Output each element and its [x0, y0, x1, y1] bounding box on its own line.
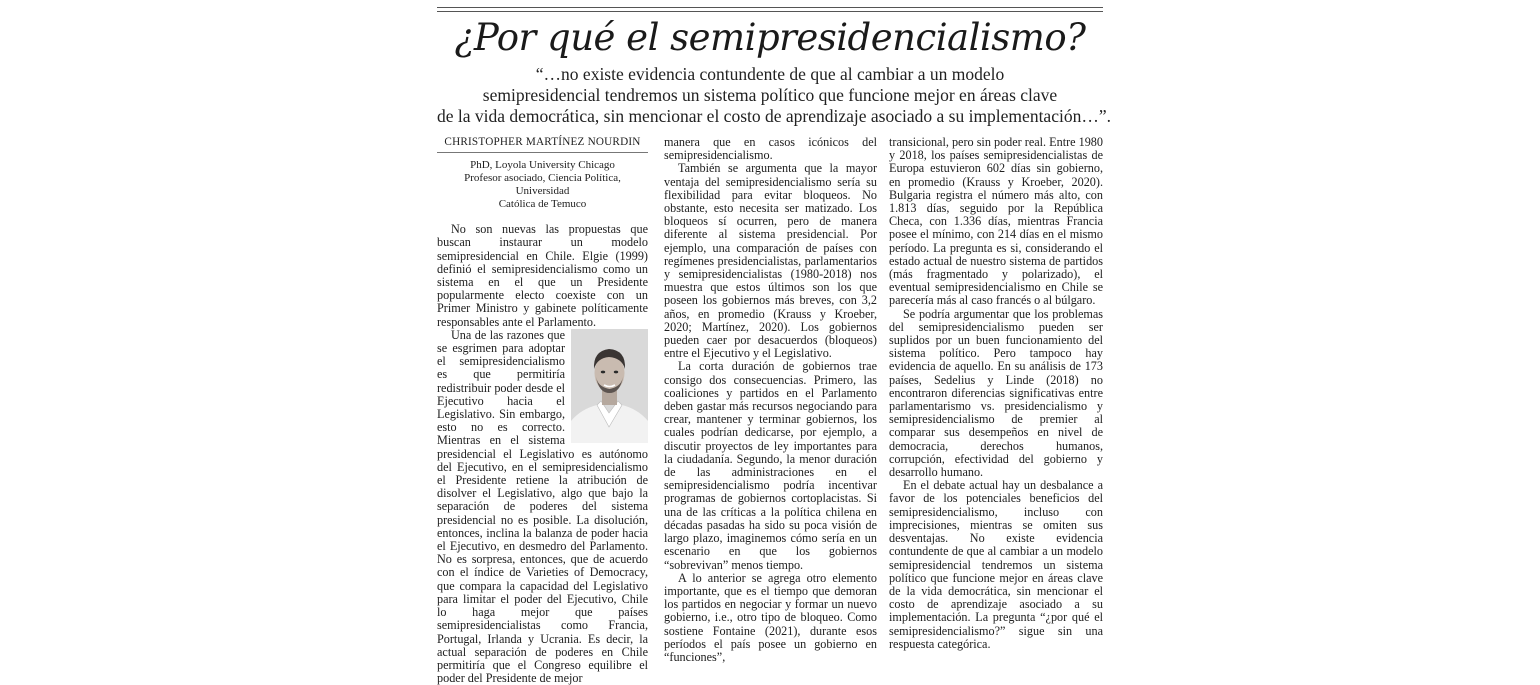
author-portrait-image — [571, 329, 648, 443]
article-paragraph: A lo anterior se agrega otro elemento importante, que es el tiempo que demoran los partidos en negociar y formar un nuevo gobierno, i.e., otro tipo de bloqueo. Como sostiene Fontaine (2021), durante esos períodos el país posee un gobierno en “funciones”, — [664, 570, 877, 664]
article-paragraph: En el debate actual hay un desbalance a favor de los potenciales beneficios del semipresidencialismo, incluso con imprecisiones, mientras se omiten sus desventajas. No existe evidencia contundente de que al cambiar a un modelo semipresidencial tendremos un sistema político que funcione mejor en áreas clave de la vida democrática, sin mencionar el costo de aprendizaje asociado a su implementación. La pregunta “¿por qué el semipresidencialismo?” sigue sin una respuesta categórica. — [889, 478, 1103, 651]
newspaper-page — [437, 0, 1111, 685]
pull-quote-line: semipresidencial tendremos un sistema político que funcione mejor en áreas clave — [482, 85, 1058, 105]
pull-quote-line: “…no existe evidencia contundente de que al cambiar a un modelo — [535, 64, 1005, 84]
article-paragraph: Una de las razones que se esgrimen para adoptar el semipresidencialismo es que permitiría redistribuir poder desde el Ejecutivo hacia el Legislativo. Sin embargo, esto no es correcto. Mientras en el sistema presidencial el Legislativo es autónomo del Ejecutivo, en el semipresidencialismo el Presidente retiene la atribución de disolver el Legislativo, algo que bajo la separación de poderes del sistema presidencial no es posible. La disolución, entonces, inclina la balanza de poder hacia el Ejecutivo, en desmedro del Parlamento. No es sorpresa, entonces, que de acuerdo con el índice de Varieties of Democracy, que compara la capacidad del Legislativo para limitar el poder del Ejecutivo, Chile lo haga mejor que países semipresidencialistas como Francia, Portugal, Irlanda y Ucrania. Es decir, la actual separación de poderes en Chile permitiría que el Congreso equilibre el poder del Presidente de mejor — [437, 327, 648, 685]
author-position: Profesor asociado, Ciencia Política, Universidad — [464, 172, 621, 198]
top-rule-secondary — [437, 11, 1103, 12]
article-paragraph: Se podría argumentar que los problemas del semipresidencialismo pueden ser suplidos por un buen funcionamiento del sistema político. Pero tampoco hay evidencia de aquello. En su análisis de 173 países, Sedelius y Linde (2018) no encontraron diferencias significativas entre parlamentarismo vs. presidencialismo y semipresidencialismo de premier al comparar sus desempeños en nivel de democracia, derechos humanos, corrupción, efectividad del gobierno y desarrollo humano. — [889, 306, 1103, 480]
top-rule — [437, 7, 1103, 8]
article-paragraph: La corta duración de gobiernos trae consigo dos consecuencias. Primero, las coaliciones y partidos en el Parlamento deben gastar más recursos negociando para crear, mantener y terminar gobiernos, los cuales podrían dedicarse, por ejemplo, a discutir proyectos de ley importantes para la ciudadanía. Segundo, la menor duración de las administraciones en el semipresidencialismo podría incentivar programas de gobiernos cortoplacistas. Si una de las críticas a la política chilena en décadas pasadas ha sido su poca visión de largo plazo, imaginemos cómo sería en un escenario en que los gobiernos “sobrevivan” menos tiempo. — [664, 359, 877, 572]
author-institution: Católica de Temuco — [498, 198, 587, 211]
author-photo — [571, 329, 648, 443]
article-paragraph: No son nuevas las propuestas que buscan instaurar un modelo semipresidencial en Chile. Elgie (1999) definió el semipresidencialismo como un sistema en el que un Presidente popularmente electo coexiste con un Primer Ministro y gabinete políticamente responsables ante el Parlamento. — [437, 222, 648, 329]
author-credentials — [437, 159, 648, 211]
article-headline: ¿Por qué el semipresidencialismo? — [454, 16, 1086, 59]
article-column-2 — [664, 136, 877, 664]
article-paragraph: transicional, pero sin poder real. Entre 1980 y 2018, los países semipresidencialistas de Europa estuvieron 602 días sin gobierno, en promedio (Krauss y Kroeber, 2020). Bulgaria registra el número más alto, con 1.813 días, seguido por la República Checa, con 1.336 días, mientras Francia posee el mínimo, con 214 días en el mismo período. La pregunta es si, considerando el estado actual de nuestro sistema de partidos (más fragmentado y polarizado), el eventual semipresidencialismo en Chile se parecería más al caso francés o al búlgaro. — [889, 135, 1103, 308]
article-paragraph: manera que en casos icónicos del semipresidencialismo. — [664, 135, 877, 163]
article-paragraph: También se argumenta que la mayor ventaja del semipresidencialismo sería su flexibilidad para evitar bloqueos. No obstante, esto necesita ser matizado. Los bloqueos sí ocurren, pero de manera diferente al sistema presidencial. Por ejemplo, una comparación de países con regímenes presidencialistas, parlamentarios y semipresidencialistas (1980-2018) nos muestra que estos últimos son los que poseen los gobiernos más breves, con 3,2 años, en promedio (Krauss y Kroeber, 2020; Martínez, 2020). Los gobiernos pueden caer por desacuerdos (bloqueos) entre el Ejecutivo y el Legislativo. — [664, 161, 877, 361]
article-column-1 — [437, 136, 648, 685]
article-column-3 — [889, 136, 1103, 651]
author-byline: CHRISTOPHER MARTÍNEZ NOURDIN — [437, 136, 648, 153]
pull-quote-line: de la vida democrática, sin mencionar el costo de aprendizaje asociado a su implementación…”. — [437, 106, 1111, 126]
pull-quote — [437, 64, 1111, 127]
author-degree: PhD, Loyola University Chicago — [470, 159, 615, 172]
